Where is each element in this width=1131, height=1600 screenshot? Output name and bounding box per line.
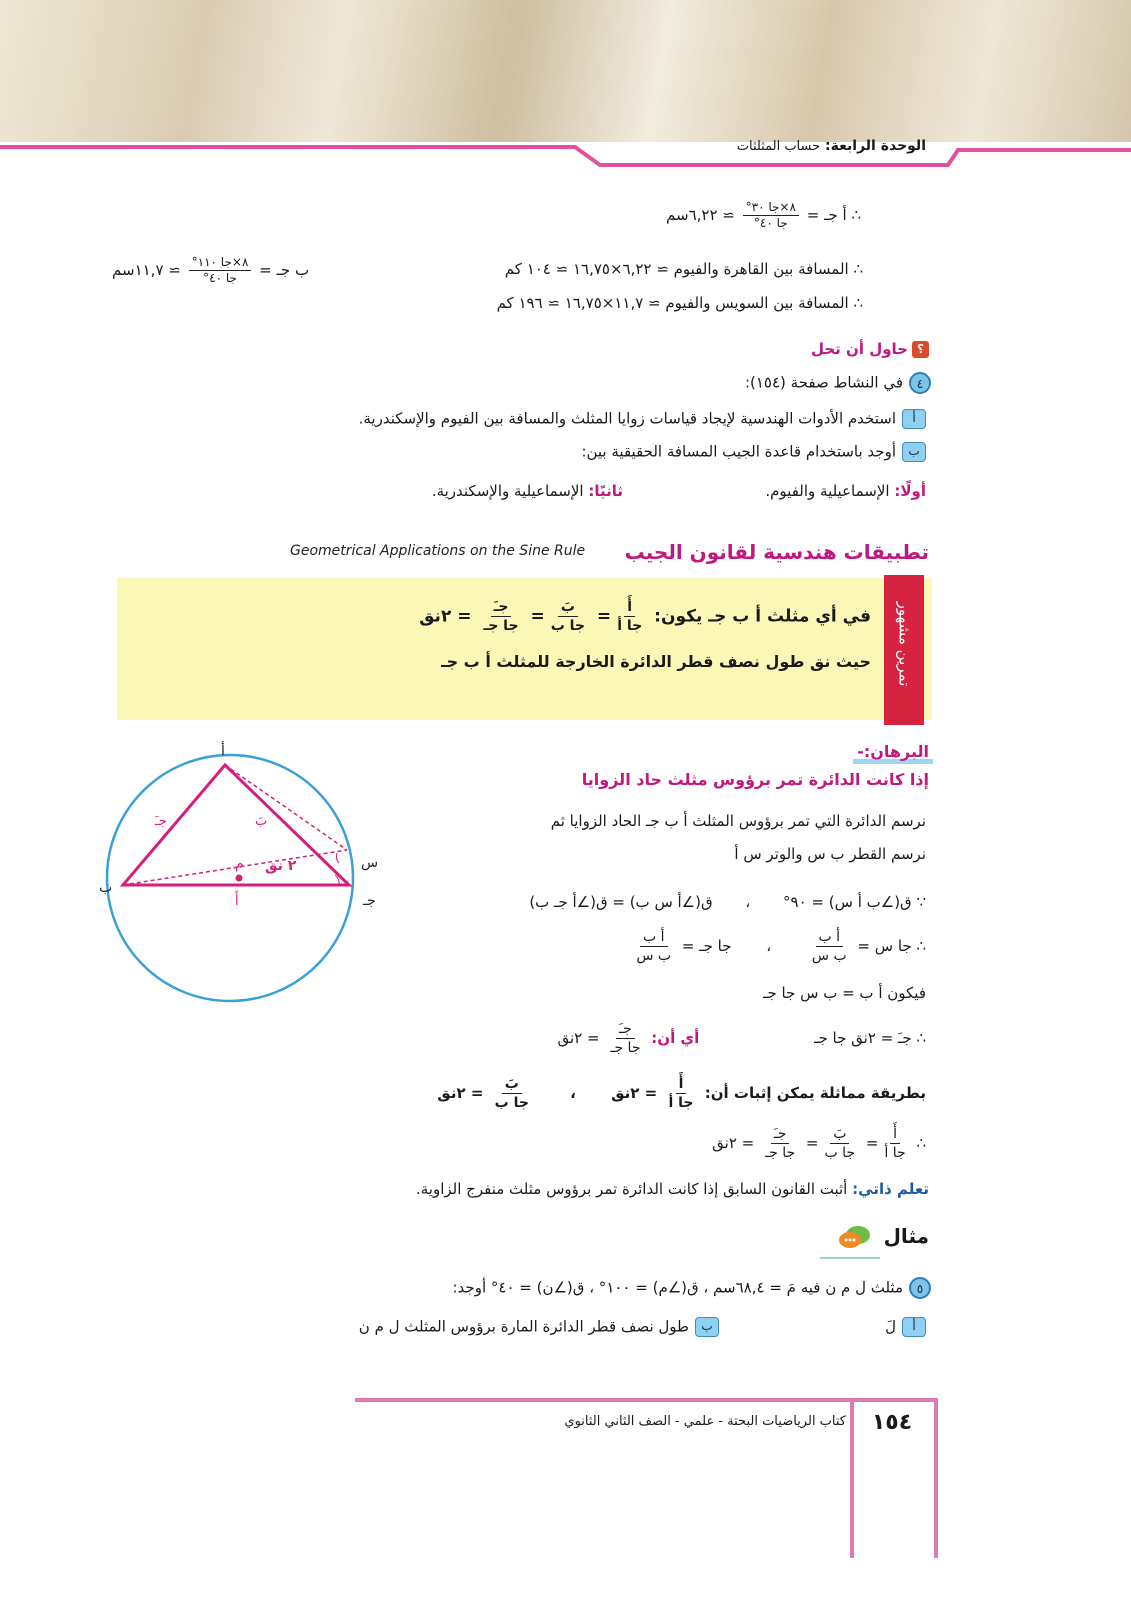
proof-l8-den1: جا أ <box>884 1145 906 1161</box>
try-first <box>765 482 926 500</box>
center-m-label: م <box>235 856 244 872</box>
example-a-text: لَ <box>885 1317 896 1336</box>
proof-l4-num1: أ ب <box>816 928 844 947</box>
frac-c-num: جـَ <box>491 598 512 617</box>
try-part-a <box>359 409 926 429</box>
proof-l4-den2: ب س <box>636 948 672 964</box>
example-b-text: طول نصف قطر الدائرة المارة برؤوس المثلث ل م ن <box>358 1317 689 1336</box>
proof-l8-frac2 <box>822 1125 859 1162</box>
proof-l7-den2: جا ب <box>494 1095 529 1111</box>
proof-line-1: نرسم الدائرة التي تمر برؤوس المثلث أ ب جـ الحاد الزوايا ثم <box>550 812 926 830</box>
example-b-label: ب <box>695 1317 719 1337</box>
proof-l8-num1: أَ <box>890 1125 900 1144</box>
calc-l2-left-result: ≃ ١١,٧سم <box>112 261 181 279</box>
side-a-label: أَ <box>235 894 239 909</box>
famous-line-1: في أي مثلث أ ب جـ يكون: $\frac{\text{أَ}}{\text{جا أ}}$ = $\frac{\text{بَ}}{\text{جا ب}}$ = $\frac{\text{جـَ}}{\text{جا جـ}}$ = ٢نق <box>419 599 871 634</box>
calc-l2-den: جا ٤٠° <box>203 271 237 285</box>
vertex-a-label: أ <box>221 743 225 759</box>
proof-l7-frac2 <box>492 1075 532 1112</box>
proof-l7-num1: أَ <box>676 1075 687 1094</box>
radius-label: ٢ نق <box>265 858 297 874</box>
famous-line1-pre: في أي مثلث أ ب جـ يكون: <box>654 606 871 627</box>
self-learn-text: أثبت القانون السابق إذا كانت الدائرة تمر برؤوس مثلث منفرج الزاوية. <box>416 1180 848 1198</box>
proof-l8-post: = ٢نق <box>712 1134 755 1152</box>
proof-l6-den: جا جـ <box>610 1040 641 1056</box>
question-number-badge: ٤ <box>909 372 931 394</box>
proof-l4-frac1 <box>809 928 850 965</box>
frac-b-den: جا ب <box>550 618 586 634</box>
try-heading <box>811 340 929 358</box>
proof-l8-num3: جـَ <box>771 1125 790 1144</box>
example-number-badge: ٥ <box>909 1277 931 1299</box>
angle-s-mark <box>336 853 339 863</box>
proof-l4-den1: ب س <box>811 948 847 964</box>
proof-l7-frac1 <box>665 1075 696 1112</box>
section-title-en: Geometrical Applications on the Sine Rule <box>290 543 586 559</box>
calc-l2-left-pre: ب جـ = <box>259 261 310 279</box>
example-title: مثال <box>883 1224 929 1248</box>
proof-l8-frac3 <box>762 1125 798 1162</box>
proof-l8-num2: بَ <box>830 1125 849 1144</box>
calc-l1-fraction <box>743 200 799 231</box>
point-s-label: س <box>361 855 379 871</box>
proof-l6-num: جـَ <box>616 1020 635 1039</box>
proof-line-2: نرسم القطر ب س والوتر س أ <box>734 845 926 863</box>
try-badge-icon: ؟ <box>912 341 929 358</box>
try-part-a-text: استخدم الأدوات الهندسية لإيجاد قياسات زوايا المثلث والمسافة بين الفيوم والإسكندرية. <box>358 409 896 428</box>
side-b-label: بَ <box>255 814 268 829</box>
tag-point-shape <box>884 711 924 727</box>
part-b-label: ب <box>902 442 926 462</box>
self-learn-tag: تعلم ذاتي: <box>852 1180 929 1198</box>
proof-l4-mid: جا جـ = <box>681 937 732 955</box>
example-a-label: أ <box>902 1317 926 1337</box>
proof-l6-right: ∴ جـَ = ٢نق جا جـ <box>814 1029 926 1047</box>
formula-frac-a <box>614 598 645 635</box>
frac-b-num: بَ <box>558 598 578 617</box>
example-part-a <box>885 1317 926 1337</box>
proof-l8-pre: ∴ <box>916 1134 926 1152</box>
try-part-b-text: أوجد باستخدام قاعدة الجيب المسافة الحقيقية بين: <box>581 442 896 461</box>
calc-line-3: ∴ المسافة بين السويس والفيوم ≃ ١١,٧×١٦,٧٥ ≃ ١٩٦ كم <box>496 294 863 312</box>
formula-frac-c <box>480 598 521 635</box>
proof-l4-frac2 <box>633 928 674 965</box>
proof-line-7 <box>437 1075 926 1112</box>
footer-rule <box>355 1398 850 1402</box>
proof-l3-left: ق(∠أ س ب) = ق(∠أ جـ ب) <box>529 893 713 911</box>
proof-l6-frac <box>607 1020 643 1057</box>
frac-a-num: أَ <box>624 598 635 617</box>
first-text: الإسماعيلية والفيوم. <box>765 482 890 500</box>
famous-line-2: حيث نق طول نصف قطر الدائرة الخارجة للمثلث أ ب جـ <box>441 652 871 671</box>
calc-l2-num: ٨×جا ١١٠° <box>189 255 252 271</box>
proof-l6-post: = ٢نق <box>557 1029 600 1047</box>
proof-l4-sep: ، <box>766 937 772 955</box>
example-underline <box>820 1257 880 1259</box>
proof-line-3 <box>529 893 926 911</box>
unit-subtitle: حساب المثلثات <box>736 139 821 154</box>
first-label: أولًا: <box>894 482 926 500</box>
try-second <box>432 482 623 500</box>
calc-l1-result: ≃ ٦,٢٢سم <box>666 206 735 224</box>
calc-l2-fraction <box>189 255 252 286</box>
section-title: تطبيقات هندسية لقانون الجيب <box>624 540 929 564</box>
chord-as <box>225 765 347 850</box>
example-heading <box>837 1224 929 1251</box>
proof-l7-sep: ، <box>570 1084 576 1102</box>
proof-l7-num2: بَ <box>502 1075 522 1094</box>
frac-a-den: جا أ <box>617 618 643 634</box>
proof-line-6 <box>557 1020 926 1057</box>
circumcircle-figure <box>95 735 395 1005</box>
famous-line1-post: = ٢نق <box>419 606 472 627</box>
proof-l8-frac1 <box>881 1125 908 1162</box>
page-number: ١٥٤ <box>871 1410 913 1435</box>
try-question <box>745 372 931 394</box>
proof-l3-sep: ، <box>745 893 751 911</box>
proof-l7-den1: جا أ <box>668 1095 694 1111</box>
second-label: ثانيًا: <box>588 482 623 500</box>
part-a-label: أ <box>902 409 926 429</box>
footer-book-title: كتاب الرياضيات البحتة - علمي - الصف الثاني الثانوي <box>564 1414 846 1429</box>
frac-c-den: جا جـ <box>483 618 519 634</box>
try-part-b <box>581 442 926 462</box>
calc-l1-den: جا ٤٠° <box>753 216 788 230</box>
chat-bubble-icon <box>837 1225 871 1251</box>
famous-tag-text: تمرين مشهور <box>895 601 913 687</box>
unit-label: الوحدة الرابعة: <box>825 138 926 154</box>
proof-l6-label: أي أن: <box>651 1029 700 1047</box>
self-learning-note <box>416 1180 929 1198</box>
example-part-b <box>359 1317 719 1337</box>
calc-line-2-right: ∴ المسافة بين القاهرة والفيوم ≃ ٦,٢٢×١٦,٧٥ ≃ ١٠٤ كم <box>504 260 863 278</box>
proof-l3-right: ∵ ق(∠ب أ س) = ٩٠° <box>783 893 926 911</box>
proof-l7-pre: بطريقة مماثلة يمكن إثبات أن: <box>704 1084 926 1102</box>
proof-line-5: فيكون أ ب = ب س جا جـ <box>763 984 926 1002</box>
acute-case-heading: إذا كانت الدائرة تمر برؤوس مثلث حاد الزوايا <box>581 770 929 789</box>
second-text: الإسماعيلية والإسكندرية. <box>431 482 584 500</box>
try-title: حاول أن تحل <box>810 340 908 358</box>
formula-frac-b <box>548 598 588 635</box>
unit-title <box>737 138 926 154</box>
proof-l7-post2: = ٢نق <box>437 1084 484 1102</box>
example-question-text: مثلث ل م ن فيه مَ = ٦٨,٤سم ، ق(∠م) = ١٠٠° ، ق(∠ن) = ٤٠° أوجد: <box>452 1278 903 1297</box>
vertex-b-label: ب <box>99 880 113 896</box>
calc-line-2-left <box>112 255 309 286</box>
header-rule <box>0 120 1131 170</box>
proof-l4-num2: أ ب <box>640 928 668 947</box>
proof-line-4 <box>630 928 926 965</box>
proof-l4-pre: ∴ جا س = <box>857 937 926 955</box>
try-question-text: في النشاط صفحة (١٥٤): <box>744 373 903 392</box>
calc-line-1 <box>666 200 861 231</box>
calc-l1-pre: ∴ أ جـ = <box>806 206 861 224</box>
example-question <box>453 1277 932 1299</box>
center-point <box>236 875 243 882</box>
famous-exercise-tag <box>884 575 924 725</box>
proof-line-8: ∴ $\frac{\text{أَ}}{\text{جا أ}}$ = $\frac{\text{بَ}}{\text{جا ب}}$ = $\frac{\text{جـَ}}{\text{جا جـ}}$ = ٢نق <box>712 1126 926 1161</box>
circumcircle <box>107 755 353 1001</box>
calc-l1-num: ٨×جا ٣٠° <box>743 200 799 216</box>
side-c-label: جـَ <box>155 814 167 829</box>
proof-heading: البرهان:- <box>857 742 929 761</box>
vertex-c-label: جـ <box>363 893 376 909</box>
proof-l8-den3: جا جـ <box>765 1145 796 1161</box>
proof-l8-den2: جا ب <box>824 1145 856 1161</box>
proof-l7-post1: = ٢نق <box>611 1084 658 1102</box>
